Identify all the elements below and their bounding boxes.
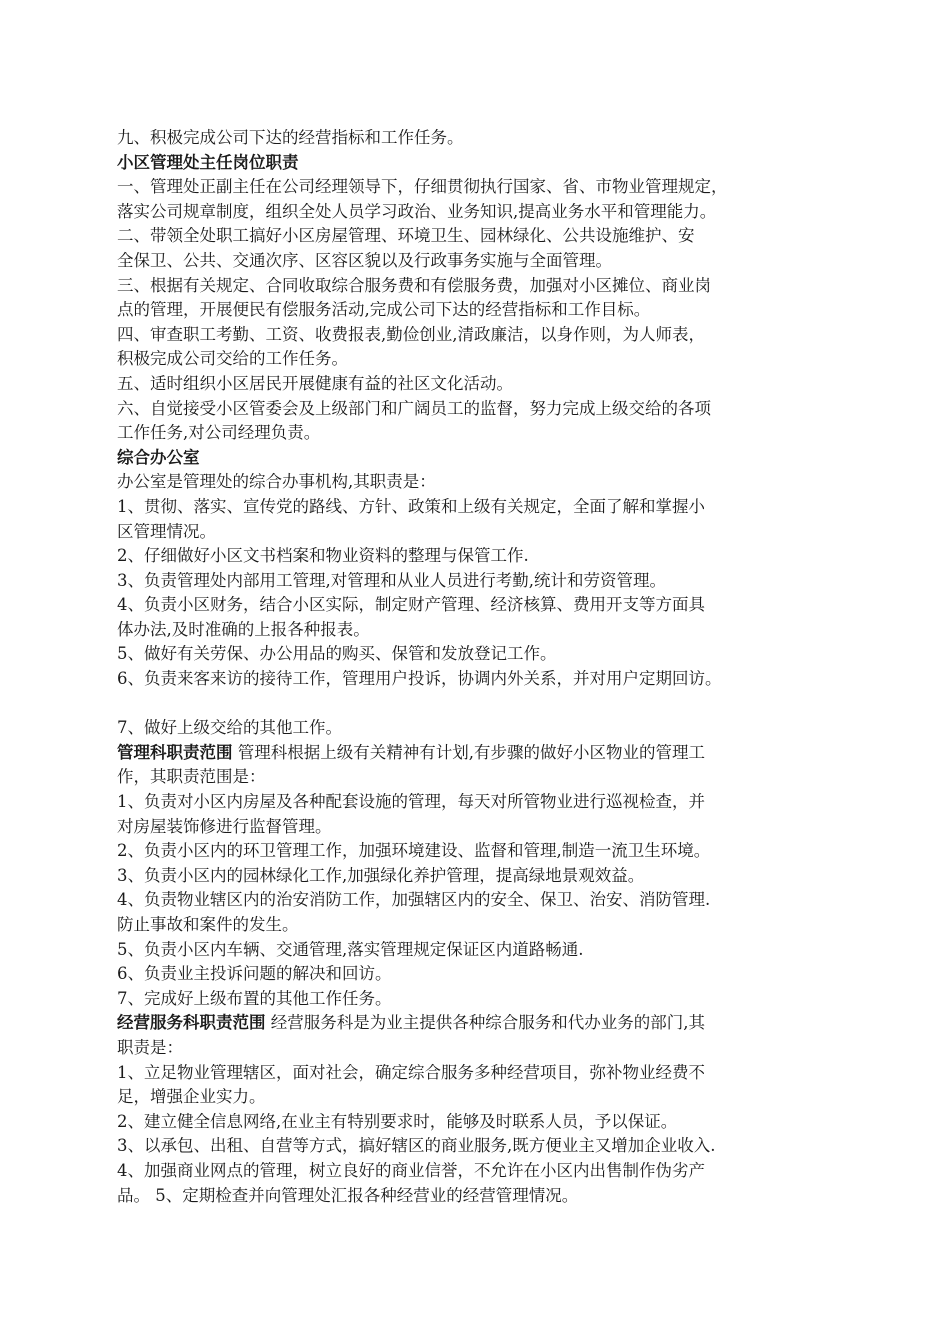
text-line: 九、积极完成公司下达的经营指标和工作任务。 [117,128,464,147]
text-line: 落实公司规章制度，组织全处人员学习政治、业务知识,提高业务水平和管理能力。 [117,201,717,221]
section-heading-business-service-dept: 经营服务科职责范围 [117,1013,266,1033]
text-line: 足，增强企业实力。 [117,1087,266,1107]
text-line: 5、负责小区内车辆、交通管理,落实管理规定保证区内道路畅通. [117,939,584,959]
text-line: 全保卫、公共、交通次序、区容区貌以及行政事务实施与全面管理。 [117,250,612,270]
section-heading-director-duties: 小区管理处主任岗位职责 [117,152,299,172]
text-line: 职责是： [117,1037,183,1057]
section-heading-general-office: 综合办公室 [117,447,200,467]
text-line: 2、建立健全信息网络,在业主有特别要求时，能够及时联系人员，予以保证。 [117,1111,678,1131]
text-line: 积极完成公司交给的工作任务。 [117,349,348,369]
text-line: 体办法,及时准确的上报各种报表。 [117,619,370,639]
blank-line [117,692,817,717]
text-line: 1、贯彻、落实、宣传党的路线、方针、政策和上级有关规定，全面了解和掌握小 [117,496,705,516]
text-line: 6、负责业主投诉问题的解决和回访。 [117,964,392,984]
text-line [117,741,817,766]
text-line: 四、审查职工考勤、工资、收费报表,勤俭创业,清政廉洁，以身作则，为人师表， [117,324,705,344]
text-line: 5、做好有关劳保、办公用品的购买、保管和发放登记工作。 [117,644,557,664]
text-line: 4、加强商业网点的管理，树立良好的商业信誉，不允许在小区内出售制作伪劣产 [117,1160,705,1180]
text-line: 六、自觉接受小区管委会及上级部门和广阔员工的监督，努力完成上级交给的各项 [117,398,711,418]
section-intro-text: 经营服务科是为业主提供各种综合服务和代办业务的部门,其 [265,1013,705,1033]
text-line: 4、负责小区财务，结合小区实际，制定财产管理、经济核算、费用开支等方面具 [117,595,705,615]
text-line: 4、负责物业辖区内的治安消防工作，加强辖区内的安全、保卫、治安、消防管理. [117,890,711,910]
text-line: 3、负责小区内的园林绿化工作,加强绿化养护管理，提高绿地景观效益。 [117,865,645,885]
section-intro-text: 管理科根据上级有关精神有计划,有步骤的做好小区物业的管理工 [232,742,705,762]
text-line: 2、负责小区内的环卫管理工作，加强环境建设、监督和管理,制造一流卫生环境。 [117,841,711,861]
text-line: 工作任务,对公司经理负责。 [117,423,321,443]
text-line: 7、做好上级交给的其他工作。 [117,718,342,738]
text-line: 作，其职责范围是： [117,767,266,787]
text-line: 三、根据有关规定、合同收取综合服务费和有偿服务费，加强对小区摊位、商业岗 [117,275,711,295]
section-heading-management-dept: 管理科职责范围 [117,742,233,762]
text-line: 3、以承包、出租、自营等方式，搞好辖区的商业服务,既方便业主又增加企业收入. [117,1136,716,1156]
text-line: 防止事故和案件的发生。 [117,915,299,934]
text-line: 2、仔细做好小区文书档案和物业资料的整理与保管工作. [117,546,529,566]
document-body [117,126,817,1208]
text-line: 3、负责管理处内部用工管理,对管理和从业人员进行考勤,统计和劳资管理。 [117,570,666,590]
text-line: 区管理情况。 [117,521,216,541]
text-line: 对房屋装饰修进行监督管理。 [117,816,332,836]
text-line: 五、适时组织小区居民开展健康有益的社区文化活动。 [117,373,513,393]
text-line: 品。 5、定期检查并向管理处汇报各种经营业的经营管理情况。 [117,1185,579,1205]
text-line: 7、完成好上级布置的其他工作任务。 [117,988,392,1008]
text-line: 一、管理处正副主任在公司经理领导下，仔细贯彻执行国家、省、市物业管理规定， [117,177,728,197]
text-line: 二、带领全处职工搞好小区房屋管理、环境卫生、园林绿化、公共设施维护、安 [117,226,695,246]
text-line: 6、负责来客来访的接待工作，管理用户投诉，协调内外关系，并对用户定期回访。 [117,669,722,689]
text-line: 办公室是管理处的综合办事机构,其职责是： [117,472,436,492]
text-line [117,1011,817,1036]
text-line: 1、负责对小区内房屋及各种配套设施的管理，每天对所管物业进行巡视检查，并 [117,792,705,812]
text-line: 1、立足物业管理辖区，面对社会，确定综合服务多种经营项目，弥补物业经费不 [117,1062,705,1082]
text-line: 点的管理，开展便民有偿服务活动,完成公司下达的经营指标和工作目标。 [117,300,651,320]
